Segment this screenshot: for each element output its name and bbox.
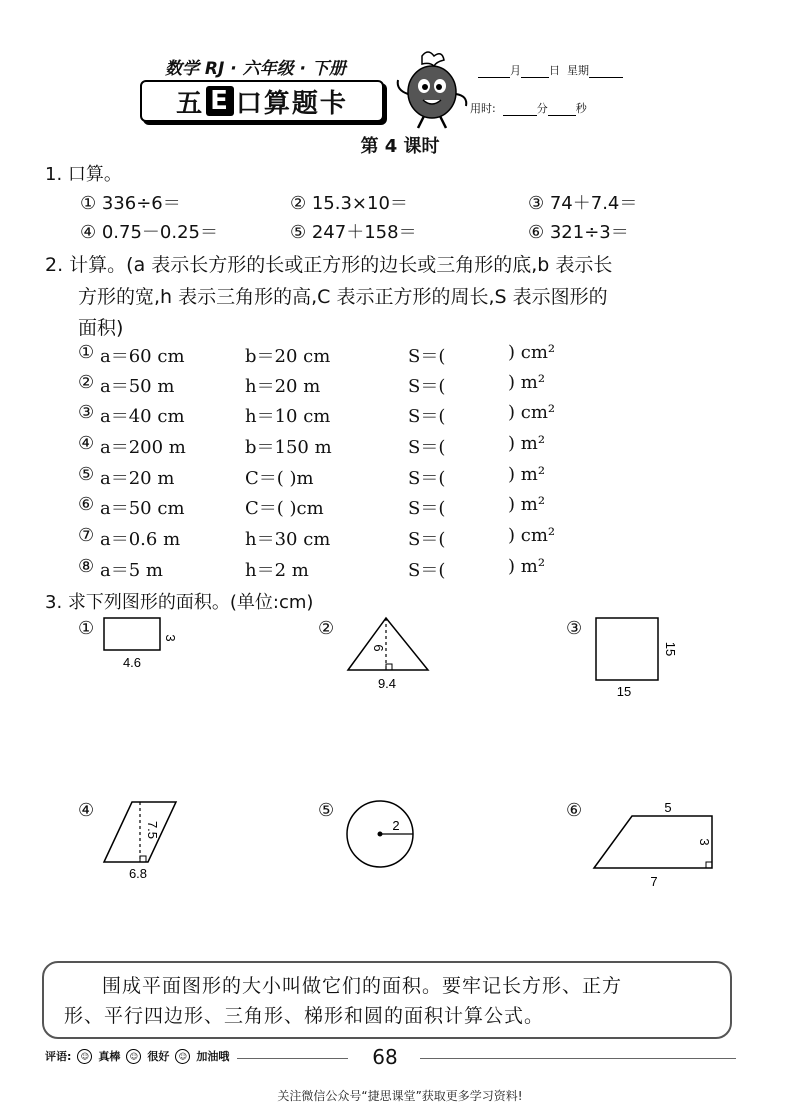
row-area-unit: ) cm² xyxy=(508,402,556,423)
great-face-icon: ☺ xyxy=(77,1049,92,1064)
evaluation-row xyxy=(45,1048,237,1064)
figure-label: 5 xyxy=(664,800,672,815)
row-area-unit: ) cm² xyxy=(508,525,556,546)
title-box xyxy=(140,80,384,122)
figure-parallelogram xyxy=(96,796,206,886)
tip-box xyxy=(42,961,732,1039)
footer-divider xyxy=(420,1058,736,1059)
row-value-a: a＝0.6 m xyxy=(100,529,181,550)
time-line xyxy=(470,100,587,116)
row-number: ⑥ xyxy=(78,494,95,515)
row-area-unit: ) m² xyxy=(508,494,546,515)
row-number: ④ xyxy=(78,433,95,454)
figure-circle xyxy=(340,796,430,876)
row-area-label: S＝( xyxy=(408,560,446,581)
row-value-b: h＝10 cm xyxy=(245,406,331,427)
figure-triangle xyxy=(340,612,440,692)
row-area-unit: ) m² xyxy=(508,433,546,454)
row-value-b: h＝30 cm xyxy=(245,529,331,550)
q1-item: ① 336÷6＝ xyxy=(80,193,181,214)
row-number: ⑦ xyxy=(78,525,95,546)
row-number: ② xyxy=(78,372,95,393)
title-right: 口算题卡 xyxy=(235,88,348,119)
row-value-a: a＝60 cm xyxy=(100,346,185,367)
row-number: ⑧ xyxy=(78,556,95,577)
page-number: 68 xyxy=(357,1042,413,1072)
time-min: 分 xyxy=(536,102,548,115)
figure-rectangle xyxy=(96,612,196,672)
row-area-label: S＝( xyxy=(408,406,446,427)
q2-title-line: 面积) xyxy=(78,317,124,339)
date-line xyxy=(478,62,623,78)
figure-label: 3 xyxy=(697,838,712,846)
row-number: ③ xyxy=(78,402,95,423)
time-sec: 秒 xyxy=(575,102,587,115)
figure-label: 7.5 xyxy=(145,820,160,840)
row-value-b: b＝150 m xyxy=(245,437,332,458)
q3-title: 3. 求下列图形的面积。(单位:cm) xyxy=(45,592,314,613)
figure-label: 6 xyxy=(371,644,386,652)
date-week: 星期 xyxy=(567,64,589,77)
row-area-unit: ) m² xyxy=(508,556,546,577)
eval-option: 真棒 xyxy=(98,1050,121,1063)
row-area-unit: ) cm² xyxy=(508,342,556,363)
figure-label: 9.4 xyxy=(377,676,397,691)
row-value-b: C＝( )cm xyxy=(245,498,324,519)
figure-label: 7 xyxy=(650,874,658,889)
row-area-label: S＝( xyxy=(408,376,446,397)
row-value-a: a＝40 cm xyxy=(100,406,185,427)
q2-title-line: 方形的宽,h 表示三角形的高,C 表示正方形的周长,S 表示图形的 xyxy=(78,286,608,308)
row-value-a: a＝50 m xyxy=(100,376,175,397)
row-value-a: a＝50 cm xyxy=(100,498,185,519)
date-month: 月 xyxy=(510,64,521,77)
row-value-a: a＝200 m xyxy=(100,437,186,458)
row-value-b: b＝20 cm xyxy=(245,346,331,367)
time-label: 用时: xyxy=(470,102,496,115)
tip-line: 形、平行四边形、三角形、梯形和圆的面积计算公式。 xyxy=(64,1005,545,1027)
subject-grade: 数学 RJ · 六年级 · 下册 xyxy=(165,59,346,79)
figure-label: 6.8 xyxy=(128,866,148,881)
q1-title: 1. 口算。 xyxy=(45,164,122,185)
eval-option: 很好 xyxy=(147,1050,170,1063)
figure-label: 3 xyxy=(163,634,178,642)
row-value-a: a＝20 m xyxy=(100,468,175,489)
row-area-unit: ) m² xyxy=(508,372,546,393)
figure-number: ⑤ xyxy=(318,800,335,821)
figure-trapezoid xyxy=(588,796,728,891)
q1-item: ② 15.3×10＝ xyxy=(290,193,408,214)
q1-item: ③ 74＋7.4＝ xyxy=(528,193,638,214)
figure-label: 15 xyxy=(616,684,632,699)
q1-item: ④ 0.75－0.25＝ xyxy=(80,222,219,243)
figure-label: 4.6 xyxy=(122,655,142,670)
figure-number: ② xyxy=(318,618,335,639)
row-value-b: C＝( )m xyxy=(245,468,314,489)
title-left: 五 xyxy=(176,88,205,119)
figure-label: 2 xyxy=(392,818,400,833)
row-area-label: S＝( xyxy=(408,529,446,550)
row-area-label: S＝( xyxy=(408,437,446,458)
eval-label: 评语: xyxy=(45,1050,72,1063)
title-e: E xyxy=(206,86,234,116)
mascot-illustration xyxy=(392,48,470,132)
row-area-unit: ) m² xyxy=(508,464,546,485)
row-number: ⑤ xyxy=(78,464,95,485)
row-value-b: h＝20 m xyxy=(245,376,321,397)
figure-number: ③ xyxy=(566,618,583,639)
q1-item: ⑤ 247＋158＝ xyxy=(290,222,417,243)
row-value-b: h＝2 m xyxy=(245,560,309,581)
row-value-a: a＝5 m xyxy=(100,560,163,581)
good-face-icon: ☺ xyxy=(126,1049,141,1064)
lesson-title: 第 4 课时 xyxy=(360,136,440,157)
figure-number: ⑥ xyxy=(566,800,583,821)
figure-number: ④ xyxy=(78,800,95,821)
row-area-label: S＝( xyxy=(408,468,446,489)
row-area-label: S＝( xyxy=(408,498,446,519)
eval-option: 加油哦 xyxy=(196,1050,230,1063)
q1-item: ⑥ 321÷3＝ xyxy=(528,222,629,243)
figure-label: 15 xyxy=(663,641,678,657)
bottom-note: 关注微信公众号“捷思课堂”获取更多学习资料! xyxy=(277,1089,523,1103)
tip-line: 围成平面图形的大小叫做它们的面积。要牢记长方形、正方 xyxy=(102,975,623,997)
row-area-label: S＝( xyxy=(408,346,446,367)
figure-number: ① xyxy=(78,618,95,639)
q2-title-line: 2. 计算。(a 表示长方形的长或正方形的边长或三角形的底,b 表示长 xyxy=(45,254,613,276)
date-day: 日 xyxy=(549,64,560,77)
row-number: ① xyxy=(78,342,95,363)
figure-square xyxy=(588,612,688,704)
cheer-face-icon: ☺ xyxy=(175,1049,190,1064)
